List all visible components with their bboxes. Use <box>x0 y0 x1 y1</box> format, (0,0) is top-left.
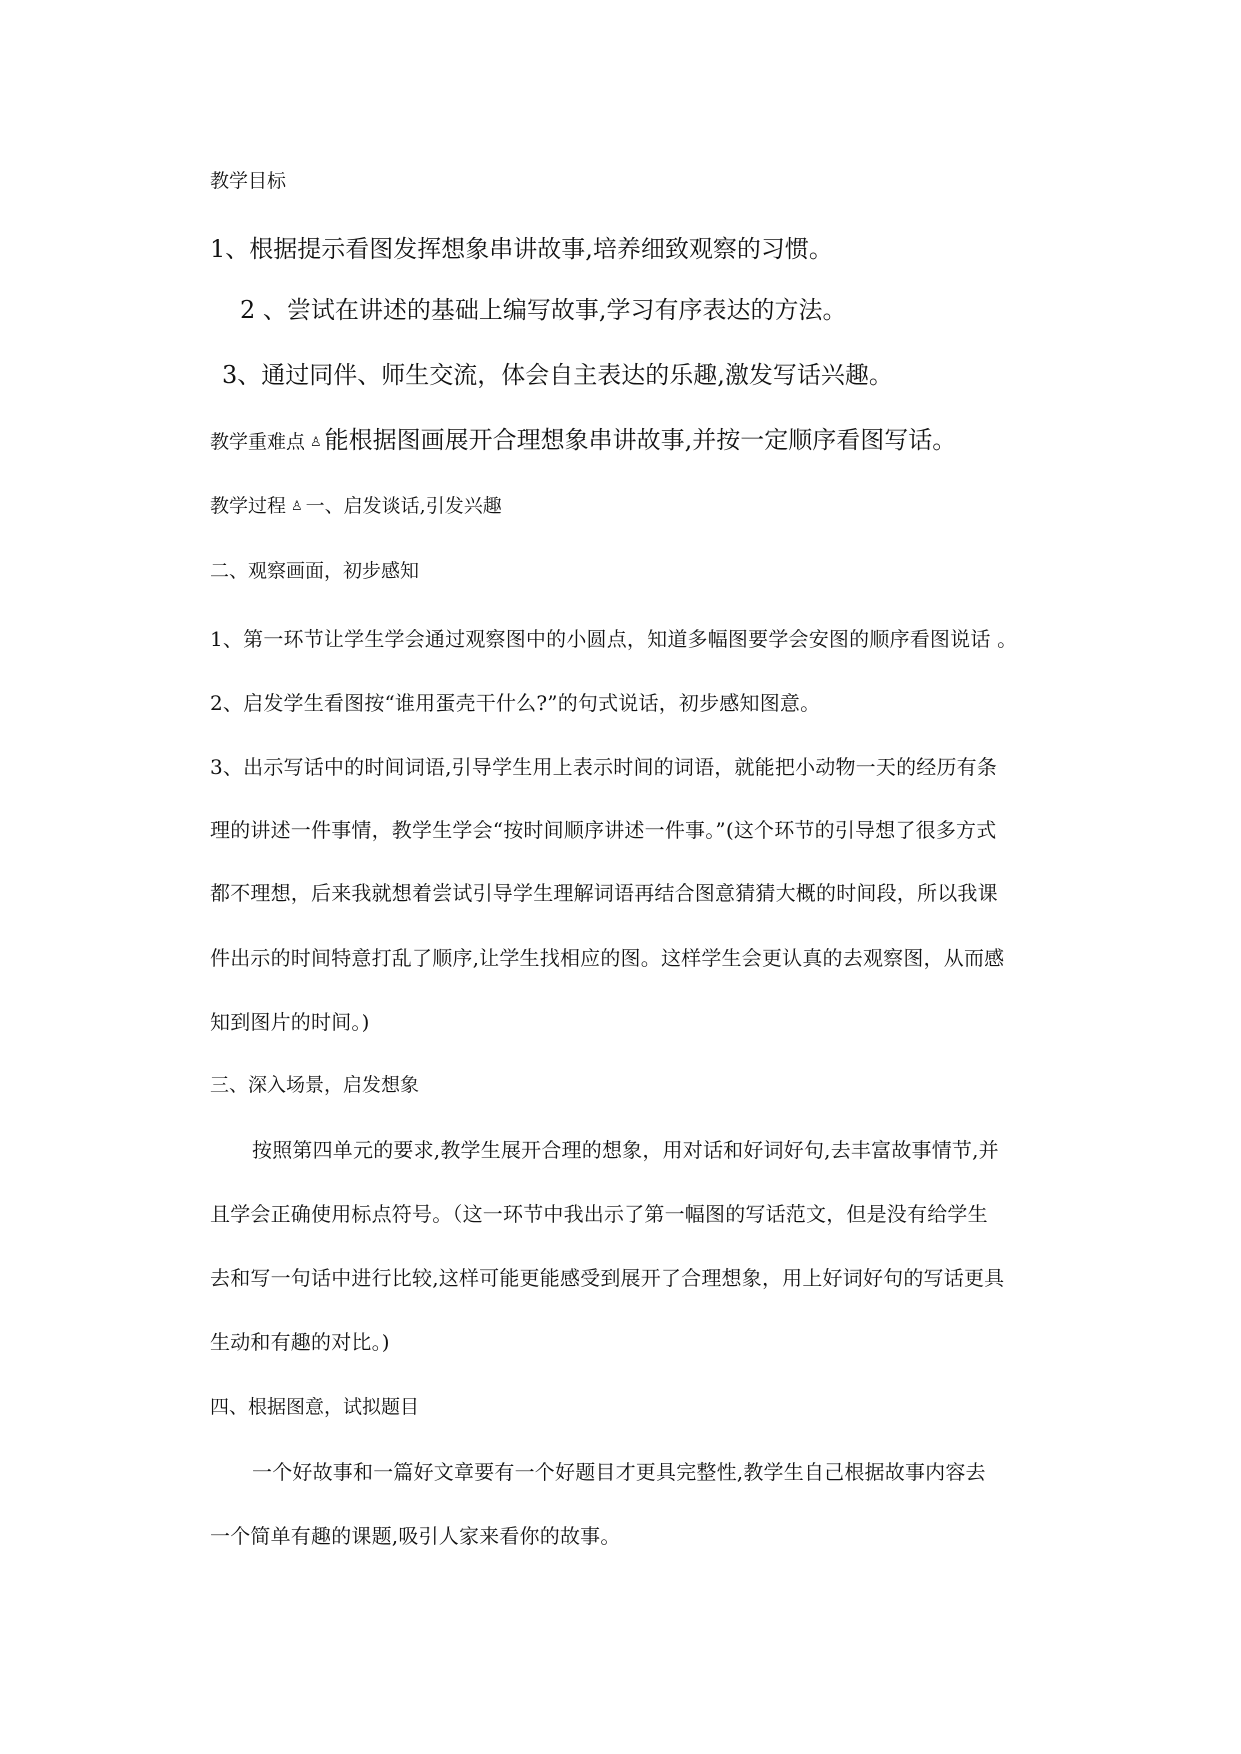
objective-2: 2 、尝试在讲述的基础上编写故事,学习有序表达的方法。 <box>240 296 847 324</box>
section-2-item-3-line-1: 3、出示写话中的时间词语,引导学生用上表示时间的词语，就能把小动物一天的经历有条 <box>210 755 998 779</box>
key-points-text: 能根据图画展开合理想象串讲故事,并按一定顺序看图写话。 <box>324 426 957 454</box>
objective-3: 3、通过同伴、师生交流，体会自主表达的乐趣,激发写话兴趣。 <box>222 361 893 389</box>
section-4-line-1: 一个好故事和一篇好文章要有一个好题目才更具完整性,教学生自己根据故事内容去 <box>252 1460 986 1484</box>
bullet-marker-icon: ♙ <box>310 435 322 450</box>
section-3-line-4: 生动和有趣的对比。) <box>210 1330 390 1354</box>
process <box>210 497 502 516</box>
section-2-item-2: 2、启发学生看图按“谁用蛋壳干什么?”的句式说话，初步感知图意。 <box>210 691 821 715</box>
key-points-label: 教学重难点 <box>210 431 306 453</box>
process-text: 一、启发谈话,引发兴趣 <box>305 495 502 517</box>
section-2-item-3-line-5: 知到图片的时间。) <box>210 1010 370 1034</box>
section-2-item-3-line-4: 件出示的时间特意打乱了顺序,让学生找相应的图。这样学生会更认真的去观察图，从而感 <box>210 946 1005 970</box>
key-points <box>210 428 956 452</box>
section-2-item-3-line-3: 都不理想，后来我就想着尝试引导学生理解词语再结合图意猜猜大概的时间段，所以我课 <box>210 881 998 905</box>
heading-objectives: 教学目标 <box>210 170 287 192</box>
section-2-item-3-line-2: 理的讲述一件事情，教学生学会“按时间顺序讲述一件事。”(这个环节的引导想了很多方式 <box>210 818 997 842</box>
section-3-line-3: 去和写一句话中进行比较,这样可能更能感受到展开了合理想象，用上好词好句的写话更具 <box>210 1266 1005 1290</box>
section-3-line-1: 按照第四单元的要求,教学生展开合理的想象，用对话和好词好句,去丰富故事情节,并 <box>252 1138 999 1162</box>
bullet-marker-icon: ♙ <box>291 499 303 514</box>
section-3-line-2: 且学会正确使用标点符号。（这一环节中我出示了第一幅图的写话范文，但是没有给学生 <box>210 1202 988 1226</box>
section-2-title: 二、观察画面，初步感知 <box>210 560 420 582</box>
objective-1: 1、根据提示看图发挥想象串讲故事,培养细致观察的习惯。 <box>210 235 833 263</box>
section-3-title: 三、深入场景，启发想象 <box>210 1074 420 1096</box>
section-4-title: 四、根据图意，试拟题目 <box>210 1396 420 1418</box>
section-2-item-1: 1、第一环节让学生学会通过观察图中的小圆点，知道多幅图要学会安图的顺序看图说话 。 <box>210 627 1018 651</box>
process-label: 教学过程 <box>210 495 287 517</box>
section-4-line-2: 一个简单有趣的课题,吸引人家来看你的故事。 <box>210 1524 621 1548</box>
